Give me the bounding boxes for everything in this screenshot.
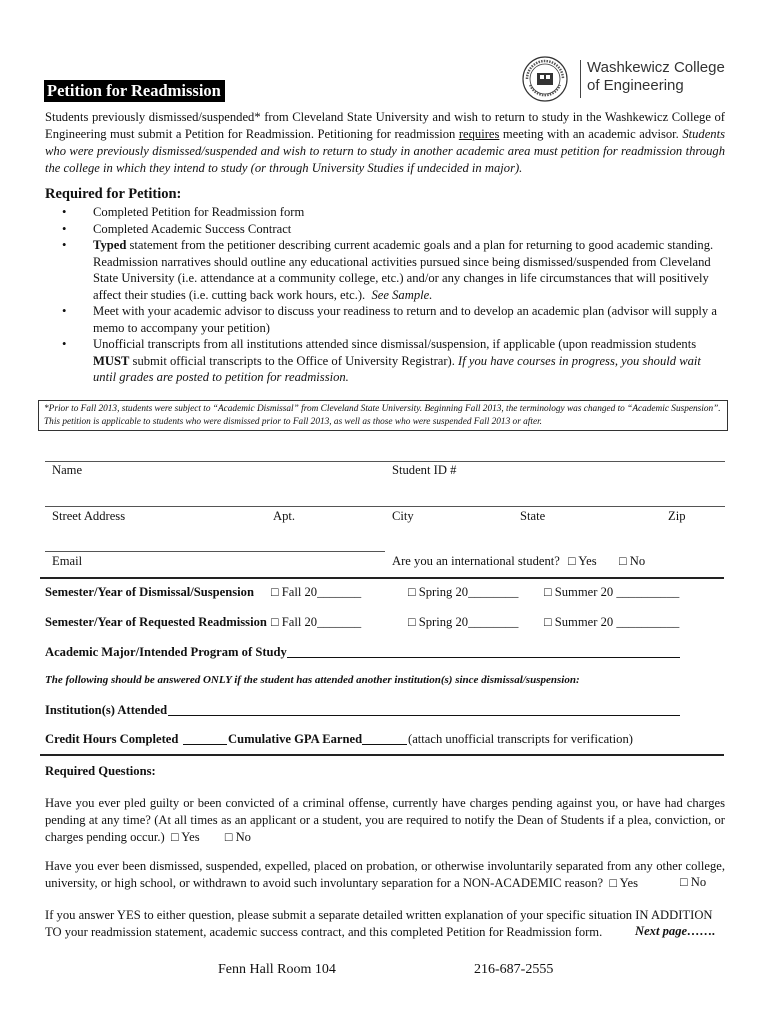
question-1-no-checkbox[interactable]: □ No — [224, 830, 251, 844]
intro-text-1: Students previously dismissed/suspended* from Cleveland State University and wish to return to study in the Washkewicz College of Engineering must submit a Petition for Readmission. Petitioning for readmission — [45, 110, 725, 141]
state-label: State — [520, 509, 546, 523]
credit-hours-input-line[interactable] — [183, 744, 227, 745]
list-item-italic: If you have courses in progress, you should wait until grades are posted to petition for readmission. — [93, 353, 701, 384]
other-institution-note: The following should be answered ONLY if the student has attended another institution(s) since dismissal/suspension: — [45, 674, 580, 686]
intro-text-2: meeting with an academic advisor. — [499, 127, 683, 141]
street-address-label: Street Address — [52, 509, 126, 523]
list-item-bold: MUST — [93, 353, 130, 368]
list-item-text: submit official transcripts to the Office of University Registrar). — [129, 353, 459, 368]
list-item-text: statement from the petitioner describing current academic goals and a plan for returning to good academic standing. Readmission narratives should outline any educational activities pursued since being dismissed/suspended from Cleveland State University (i.e. attendance at a community college, etc.) and/or any changes in life circumstances that will positively affect their studies (i.e. cutting back work hours, etc.). — [93, 238, 714, 302]
credit-hours-label: Credit Hours Completed — [45, 732, 179, 746]
email-line[interactable] — [45, 551, 385, 552]
list-item — [62, 303, 727, 336]
dismissal-semester-label: Semester/Year of Dismissal/Suspension — [45, 585, 254, 599]
footer-phone: 216-687-2555 — [474, 962, 554, 977]
closing-text: If you answer YES to either question, please submit a separate detailed written explanation of your specific situation IN ADDITION TO your readmission statement, academic success contract, and this completed Petition for Readmission form. — [45, 908, 713, 939]
list-item-text: Unofficial transcripts from all institutions attended since dismissal/suspension, if applicable (upon readmission students — [93, 337, 697, 351]
question-1-text: Have you ever pled guilty or been convicted of a criminal offense, currently have charges pending against you, or have had charges pending at any time? (At all times as an applicant or a student, you are required to notify the Dean of Students if a plea, conviction, or charges pending occur.) — [45, 796, 725, 844]
section-divider — [40, 577, 724, 579]
requested-semester-label: Semester/Year of Requested Readmission — [45, 615, 267, 629]
address-line[interactable] — [45, 506, 725, 507]
intro-requires: requires — [458, 127, 500, 141]
list-item-text: Completed Academic Success Contract — [93, 221, 292, 236]
list-item-text: Completed Petition for Readmission form — [93, 205, 305, 219]
gpa-input-line[interactable] — [362, 744, 407, 745]
list-item — [62, 221, 727, 238]
list-item — [62, 204, 727, 221]
major-input-line[interactable] — [287, 657, 680, 658]
zip-label: Zip — [668, 509, 686, 523]
student-id-label: Student ID # — [392, 463, 457, 477]
see-sample-link[interactable]: See Sample. — [371, 287, 433, 302]
name-id-line[interactable] — [45, 461, 725, 462]
dismissal-summer-checkbox[interactable]: □ Summer 20 __________ — [544, 585, 680, 599]
question-1 — [45, 795, 725, 846]
international-yes-checkbox[interactable]: □ Yes — [568, 554, 597, 568]
logo-divider — [580, 60, 581, 98]
required-heading: Required for Petition: — [45, 186, 182, 202]
list-item-bold: Typed — [93, 238, 127, 252]
college-logo — [521, 55, 725, 105]
section-divider — [40, 754, 724, 756]
question-2-yes-checkbox[interactable]: □ Yes — [609, 876, 639, 890]
closing-paragraph — [45, 907, 725, 941]
requested-spring-checkbox[interactable]: □ Spring 20________ — [408, 615, 519, 629]
college-name-line1: Washkewicz College — [587, 59, 725, 76]
next-page-label: Next page……. — [635, 924, 716, 938]
footer-room: Fenn Hall Room 104 — [218, 962, 336, 977]
email-label: Email — [52, 554, 83, 568]
city-label: City — [392, 509, 414, 523]
university-seal-icon — [521, 55, 569, 103]
question-2-text: Have you ever been dismissed, suspended, expelled, placed on probation, or otherwise involuntarily separated from any other college, university, or high school, or withdrawn to avoid such involuntary separation for a NON-ACADEMIC reason? — [45, 859, 725, 890]
questions-heading: Required Questions: — [45, 764, 156, 778]
required-list — [62, 204, 727, 386]
major-label: Academic Major/Intended Program of Study — [45, 645, 287, 659]
college-name-line2: of Engineering — [587, 77, 684, 94]
dismissal-fall-checkbox[interactable]: □ Fall 20_______ — [271, 585, 362, 599]
question-1-yes-checkbox[interactable]: □ Yes — [171, 830, 200, 844]
question-2-no-checkbox[interactable]: □ No — [680, 875, 707, 889]
list-item — [62, 336, 727, 386]
international-question: Are you an international student? — [392, 554, 560, 568]
apt-label: Apt. — [273, 509, 296, 523]
name-label: Name — [52, 463, 83, 477]
intro-italic: Students who were previously dismissed/suspended and wish to return to study in another academic area must petition for readmission through the college in which they intend to study (or through University Studies if undecided in major). — [45, 127, 725, 175]
attach-transcripts-note: (attach unofficial transcripts for verification) — [408, 732, 633, 746]
institutions-label: Institution(s) Attended — [45, 703, 168, 717]
list-item-text: Meet with your academic advisor to discuss your readiness to return and to develop an academic plan (advisor will supply a memo to accompany your petition) — [93, 304, 717, 335]
international-no-checkbox[interactable]: □ No — [619, 554, 646, 568]
page-title: Petition for Readmission — [44, 80, 225, 102]
footnote-box: *Prior to Fall 2013, students were subject to “Academic Dismissal” from Cleveland State University. Beginning Fall 2013, the terminology was changed to “Academic Suspension”. This petition is applicable to students who were dismissed prior to Fall 2013, as well as those who were suspended Fall 2013 or after. — [38, 400, 728, 431]
requested-summer-checkbox[interactable]: □ Summer 20 __________ — [544, 615, 680, 629]
question-2 — [45, 858, 725, 892]
institutions-input-line[interactable] — [168, 715, 680, 716]
requested-fall-checkbox[interactable]: □ Fall 20_______ — [271, 615, 362, 629]
list-item — [62, 237, 727, 303]
intro-paragraph — [45, 109, 725, 177]
gpa-label: Cumulative GPA Earned — [228, 732, 363, 746]
dismissal-spring-checkbox[interactable]: □ Spring 20________ — [408, 585, 519, 599]
